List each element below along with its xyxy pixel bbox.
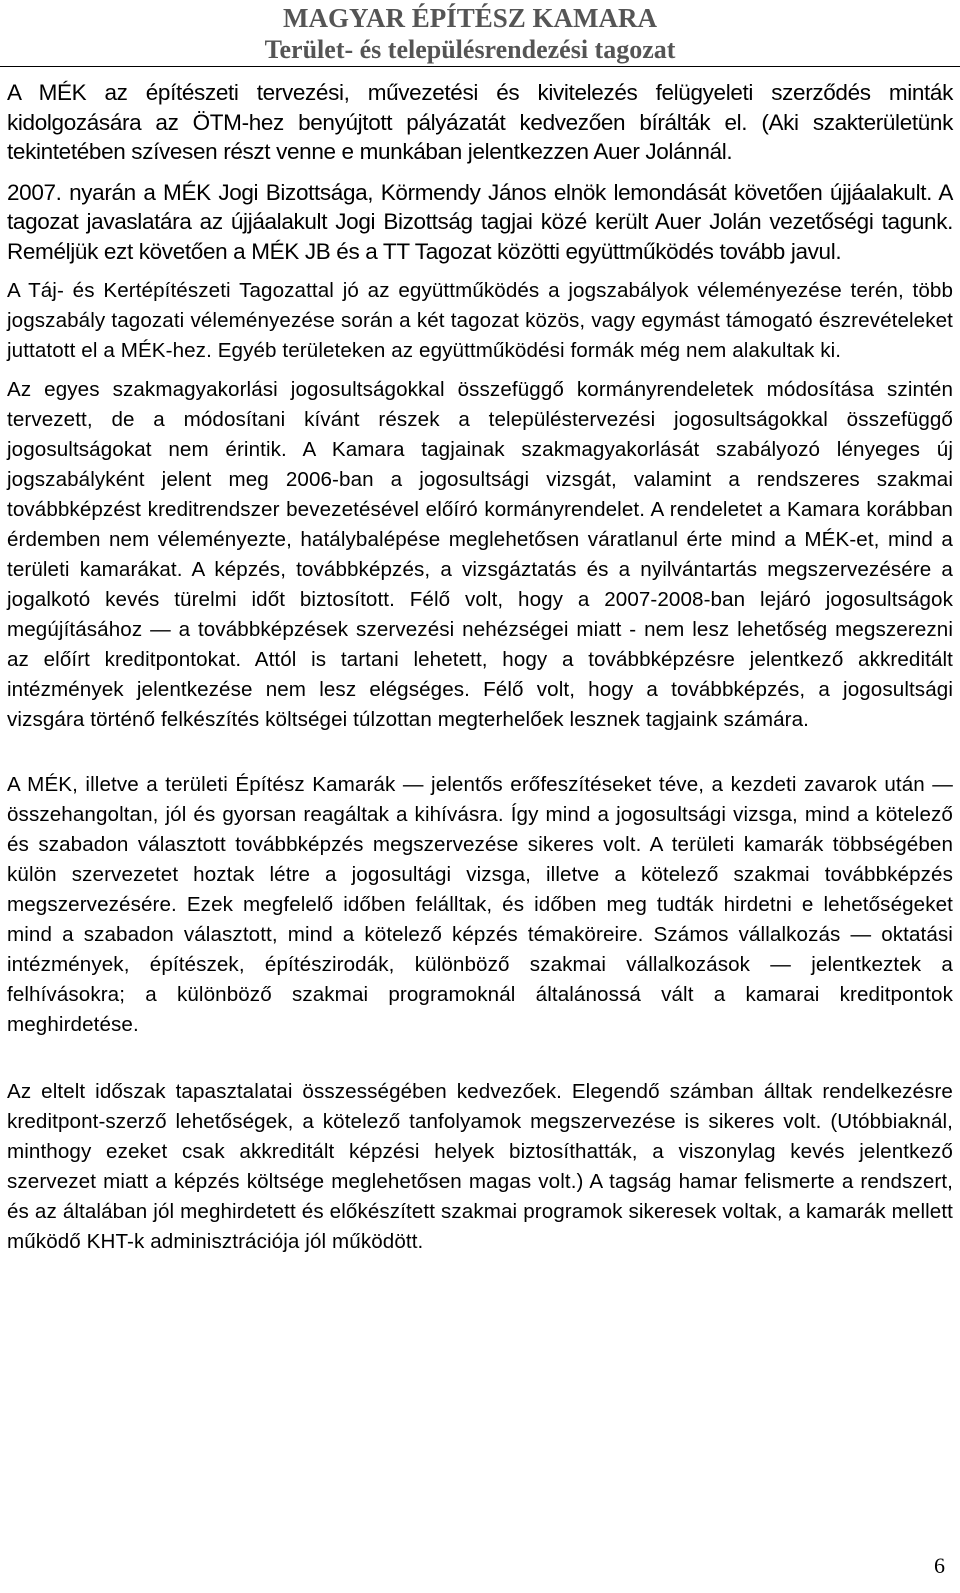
- document-header: [240, 2, 700, 66]
- paragraph-contract-templates: A MÉK az építészeti tervezési, művezetési és kivitelezés felügyeleti szerződés minták kidolgozására az ÖTM-hez benyújtott pályázatát kedvezően bírálták el. (Aki szakterületünk tekintetében szívesen részt venne e munkában jelentkezzen Auer Jolánnál.: [7, 80, 953, 164]
- paragraph-landscape-section: A Táj- és Kertépítészeti Tagozattal jó az együttműködés a jogszabályok véleményezése terén, több jogszabály tagozati véleményezése során a két tagozat közös, vagy egymást támogató észrevételeket juttatott el a MÉK-hez. Egyéb területeken az együttműködési formák még nem alakultak ki.: [7, 279, 953, 362]
- paragraph-chambers-response: A MÉK, illetve a területi Építész Kamarák — jelentős erőfeszítéseket téve, a kezdeti zavarok után — összehangoltan, jól és gyorsan reagáltak a kihívásra. Így mind a jogosultsági vizsga, mind a kötelező és szabadon választott továbbképzés megszervezése sikeres volt. A területi kamarák többségében külön szervezetet hoztak létre a jogosultági vizsga, illetve a kötelező szakmai továbbképzés megszervezésére. Ezek megfelelő időben felálltak, és időben meg tudták hirdetni e lehetőségeket mind a szabadon választott, mind a kötelező képzés témaköreire. Számos vállalkozás — oktatási intézmények, építészek, építészirodák, különböző szakmai vállalkozások — jelentkeztek a felhívásokra; a különböző szakmai programoknál általánossá vált a kamarai kreditpontok meghirdetése.: [7, 773, 953, 1036]
- paragraph-legal-committee: 2007. nyarán a MÉK Jogi Bizottsága, Körmendy János elnök lemondását követően újjáalakult. A tagozat javaslatára az újjáalakult Jogi Bizottság tagjai közé került Auer Jolán vezetőségi tagunk. Reméljük ezt követően a MÉK JB és a TT Tagozat közötti együttműködés tovább javul.: [7, 179, 953, 264]
- document-body: [7, 72, 953, 1257]
- header-section: Terület- és településrendezési tagozat: [264, 35, 676, 64]
- header-rule: [0, 66, 960, 67]
- paragraph-regulations: Az egyes szakmagyakorlási jogosultságokkal összefüggő kormányrendeletek módosítása szintén tervezett, de a módosítani kívánt részek a településtervezési jogosultságokkal összefüggő jogosultságokat nem érintik. A Kamara tagjainak szakmagyakorlását szabályozó lényeges új jogszabályként jelent meg 2006-ban a jogosultsági vizsgát, valamint a rendszeres szakmai továbbképzést kreditrendszer bevezetésével előíró kormányrendelet. A rendeletet a Kamara korábban érdemben nem véleményezte, hatálybalépése meglehetősen váratlanul érte mind a MÉK-et, mind a területi kamarákat. A képzés, továbbképzés, a vizsgáztatás és a nyilvántartás megszervezésére a jogalkotó kevés türelmi időt biztosított. Félő volt, hogy a 2007-2008-ban lejáró jogosultságok megújításához — a továbbképzések szervezési nehézségei miatt - nem lesz lehetőség megszerezni az előírt kreditpontokat. Attól is tartani lehetett, hogy a továbbképzésre jelentkező akkreditált intézmények jelentkezése nem lesz elégséges. Félő volt, hogy a továbbképzés, a jogosultsági vizsgára történő felkészítés költségei túlzottan megterhelőek lesznek tagjaink számára.: [7, 378, 953, 731]
- paragraph-experience: Az eltelt időszak tapasztalatai összességében kedvezőek. Elegendő számban álltak rendelkezésre kreditpont-szerző lehetőségek, a kötelező tanfolyamok megszervezése is sikeres volt. (Utóbbiaknál, minthogy ezeket csak akkreditált képzési helyek biztosíthatták, a viszonylag kevés jelentkező szervezet miatt a képzés költsége meglehetősen magas volt.) A tagság hamar felismerte a rendszert, és az általában jól meghirdetett és előkészített szakmai programok sikeresek voltak, a kamarák mellett működő KHT-k adminisztrációja jól működött.: [7, 1080, 953, 1253]
- page-number: 6: [934, 1553, 945, 1578]
- header-organization: MAGYAR ÉPÍTÉSZ KAMARA: [282, 3, 658, 33]
